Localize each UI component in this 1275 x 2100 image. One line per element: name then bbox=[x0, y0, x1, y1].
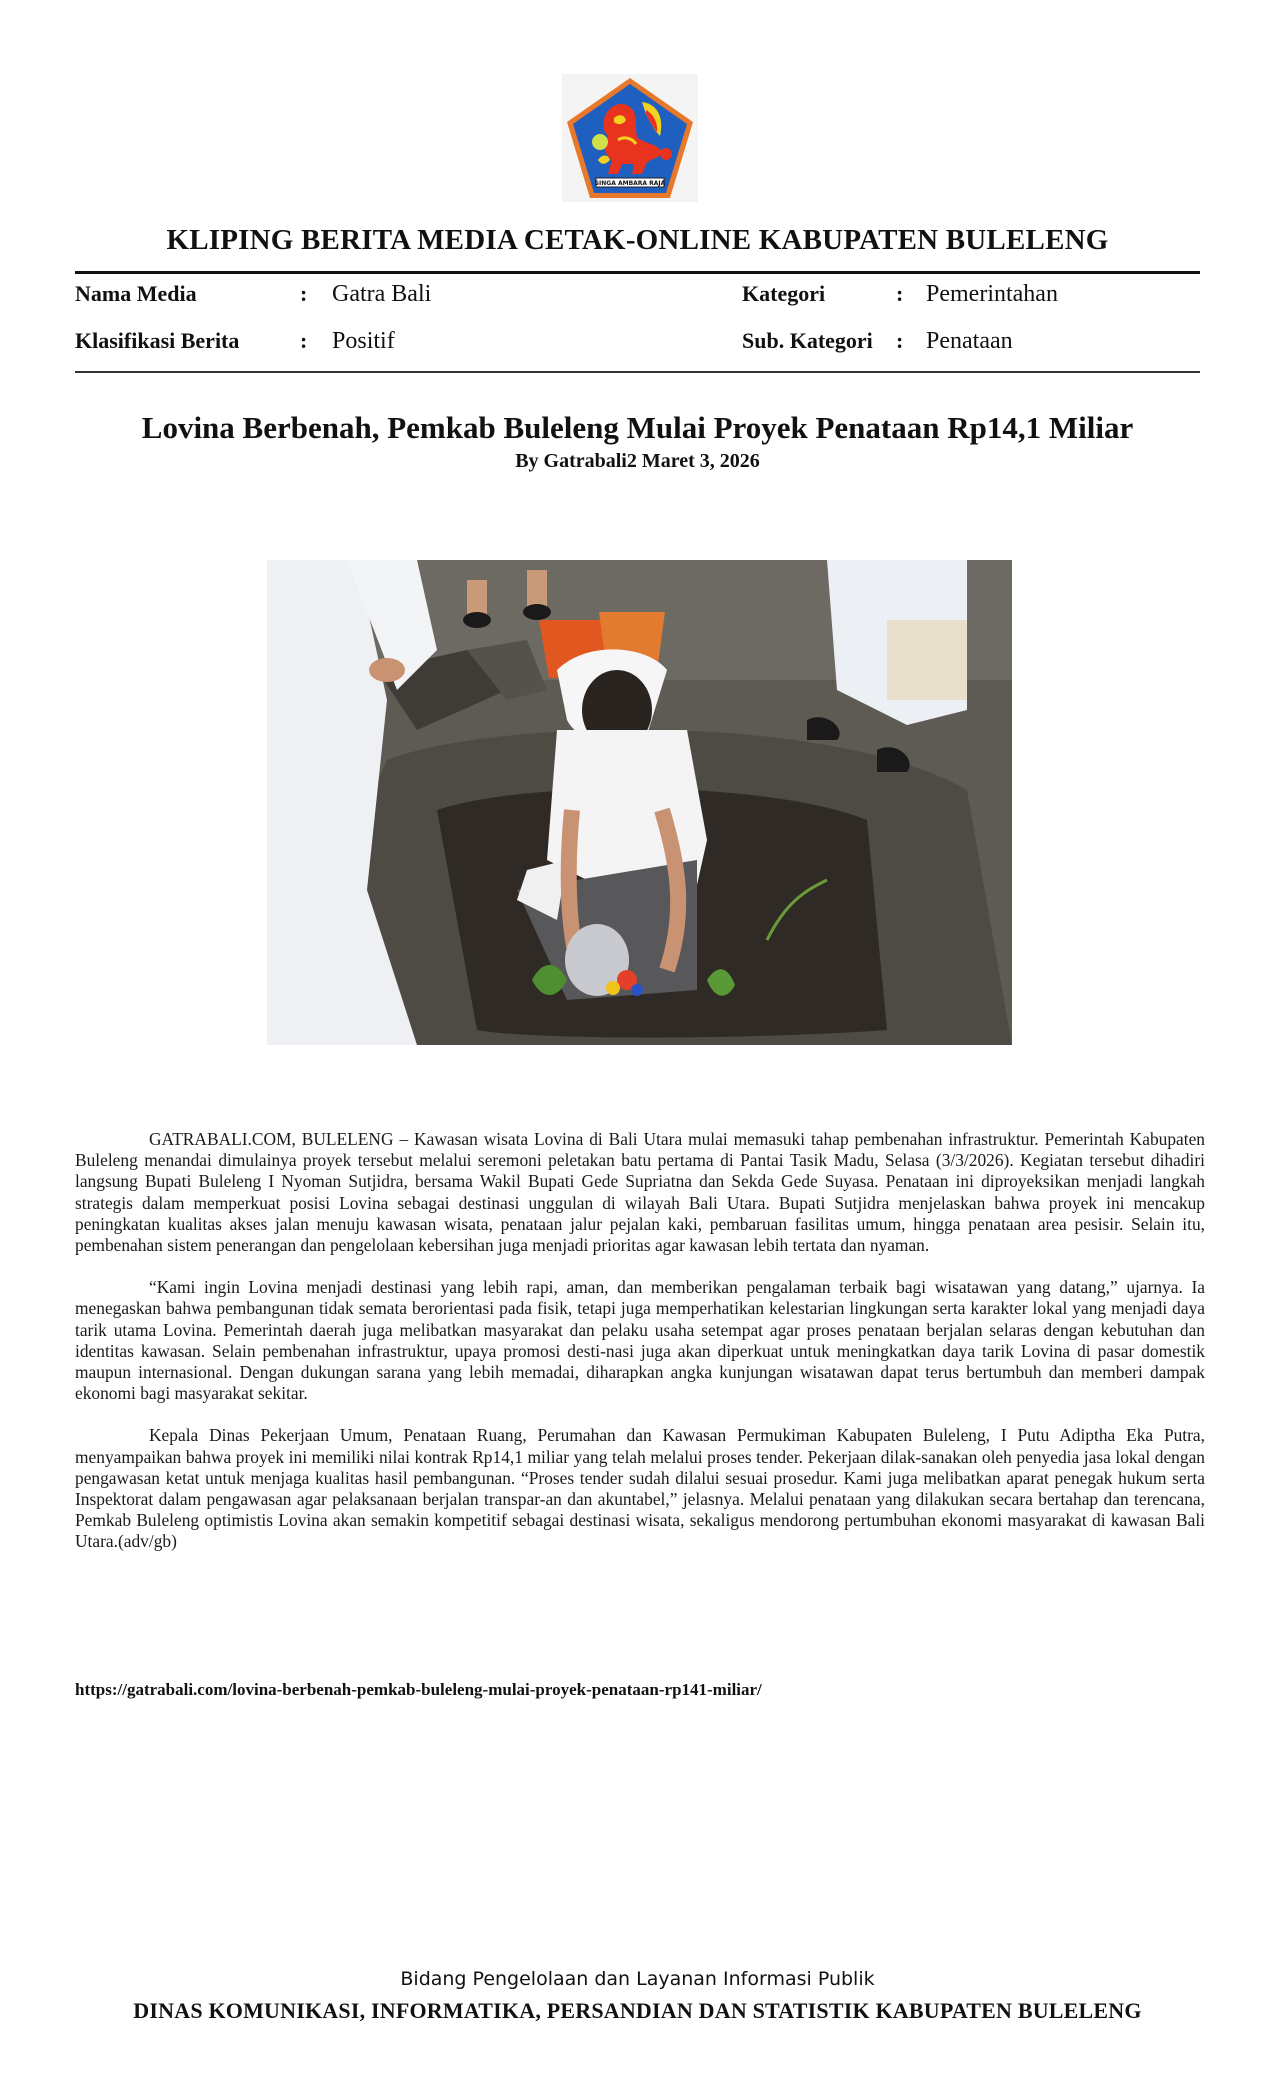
article-paragraph: Kepala Dinas Pekerjaan Umum, Penataan Ruang, Perumahan dan Kawasan Permukiman Kabupaten Buleleng, I Putu Adiptha Eka Putra, menyampaikan bahwa proyek ini memiliki nilai kontrak Rp14,1 miliar yang telah melalui proses tender. Pekerjaan dilak-sanakan oleh penyedia jasa lokal dengan pengawasan ketat untuk menjaga kualitas hasil pembangunan. “Proses tender sudah dilalui sesuai prosedur. Kami juga melibatkan aparat penegak hukum serta Inspektorat dalam pengawasan agar pelaksanaan berjalan transpar-an dan akuntabel,” jelasnya. Melalui penataan yang dilakukan secara bertahap dan terencana, Pemkab Buleleng optimistis Lovina akan semakin kompetitif sebagai destinasi wisata, sekaligus mendorong pertumbuhan ekonomi masyarakat di kawasan Bali Utara.(adv/gb) bbox=[75, 1425, 1205, 1552]
meta-label-classification: Klasifikasi Berita bbox=[75, 328, 240, 353]
footer-department: Bidang Pengelolaan dan Layanan Informasi Publik bbox=[400, 1968, 875, 1990]
header-divider-top bbox=[75, 271, 1200, 274]
article-paragraph: “Kami ingin Lovina menjadi destinasi yang lebih rapi, aman, dan memberikan pengalaman terbaik bagi wisatawan yang datang,” ujarnya. Ia menegaskan bahwa pembangunan tidak semata berorientasi pada fisik, tetapi juga memperhatikan kelestarian lingkungan serta karakter lokal yang menjadi daya tarik utama Lovina. Pemerintah daerah juga melibatkan masyarakat dan pelaku usaha setempat agar proses penataan berjalan selaras dengan kebutuhan dan identitas kawasan. Selain pembenahan infrastruktur, upaya promosi desti-nasi juga akan diperkuat untuk meningkatkan daya tarik Lovina di pasar domestik maupun internasional. Dengan dukungan sarana yang lebih memadai, diharapkan angka kunjungan wisatawan dapat terus bertumbuh dan memberi dampak ekonomi bagi masyarakat sekitar. bbox=[75, 1277, 1205, 1404]
article-photo bbox=[267, 560, 1012, 1045]
article-byline: By Gatrabali2 Maret 3, 2026 bbox=[515, 450, 760, 472]
meta-label-media: Nama Media bbox=[75, 281, 197, 306]
crest-motto: SINGA AMBARA RAJA bbox=[594, 180, 666, 187]
meta-value-category: Pemerintahan bbox=[926, 281, 1058, 307]
article-paragraph: GATRABALI.COM, BULELENG – Kawasan wisata Lovina di Bali Utara mulai memasuki tahap pembenahan infrastruktur. Pemerintah Kabupaten Buleleng menandai dimulainya proyek tersebut melalui seremoni peletakan batu pertama di Pantai Tasik Madu, Selasa (3/3/2026). Kegiatan tersebut dihadiri langsung Bupati Buleleng I Nyoman Sutjidra, bersama Wakil Bupati Gede Supriatna dan Sekda Gede Suyasa. Penataan ini diproyeksikan menjadi langkah strategis dalam memperkuat posisi Lovina sebagai destinasi unggulan di wilayah Bali Utara. Bupati Sutjidra menjelaskan bahwa proyek ini mencakup peningkatan kualitas akses jalan menuju kawasan wisata, penataan jalur pejalan kaki, pembaruan fasilitas umum, hingga penataan area pesisir. Selain itu, pembenahan sistem penerangan dan pengelolaan kebersihan juga menjadi prioritas agar kawasan lebih tertata dan nyaman. bbox=[75, 1129, 1205, 1256]
article-title: Lovina Berbenah, Pemkab Buleleng Mulai Proyek Penataan Rp14,1 Miliar bbox=[141, 410, 1134, 445]
kabupaten-buleleng-crest-icon bbox=[562, 74, 698, 202]
document-header-title: KLIPING BERITA MEDIA CETAK-ONLINE KABUPATEN BULELENG bbox=[166, 224, 1109, 256]
meta-value-classification: Positif bbox=[332, 328, 395, 354]
meta-label-category: Kategori bbox=[742, 281, 826, 306]
meta-colon: : bbox=[896, 281, 904, 306]
meta-colon: : bbox=[300, 281, 308, 306]
meta-colon: : bbox=[896, 328, 904, 353]
header-divider-bottom bbox=[75, 371, 1200, 373]
source-url-link[interactable]: https://gatrabali.com/lovina-berbenah-pemkab-buleleng-mulai-proyek-penataan-rp141-miliar/ bbox=[75, 1680, 762, 1699]
footer-organization: DINAS KOMUNIKASI, INFORMATIKA, PERSANDIAN DAN STATISTIK KABUPATEN BULELENG bbox=[133, 1998, 1142, 2023]
meta-colon: : bbox=[300, 328, 308, 353]
article-body bbox=[75, 1129, 1205, 1574]
meta-value-subcategory: Penataan bbox=[926, 328, 1013, 354]
meta-label-subcategory: Sub. Kategori bbox=[742, 328, 873, 353]
meta-value-media: Gatra Bali bbox=[332, 281, 432, 307]
